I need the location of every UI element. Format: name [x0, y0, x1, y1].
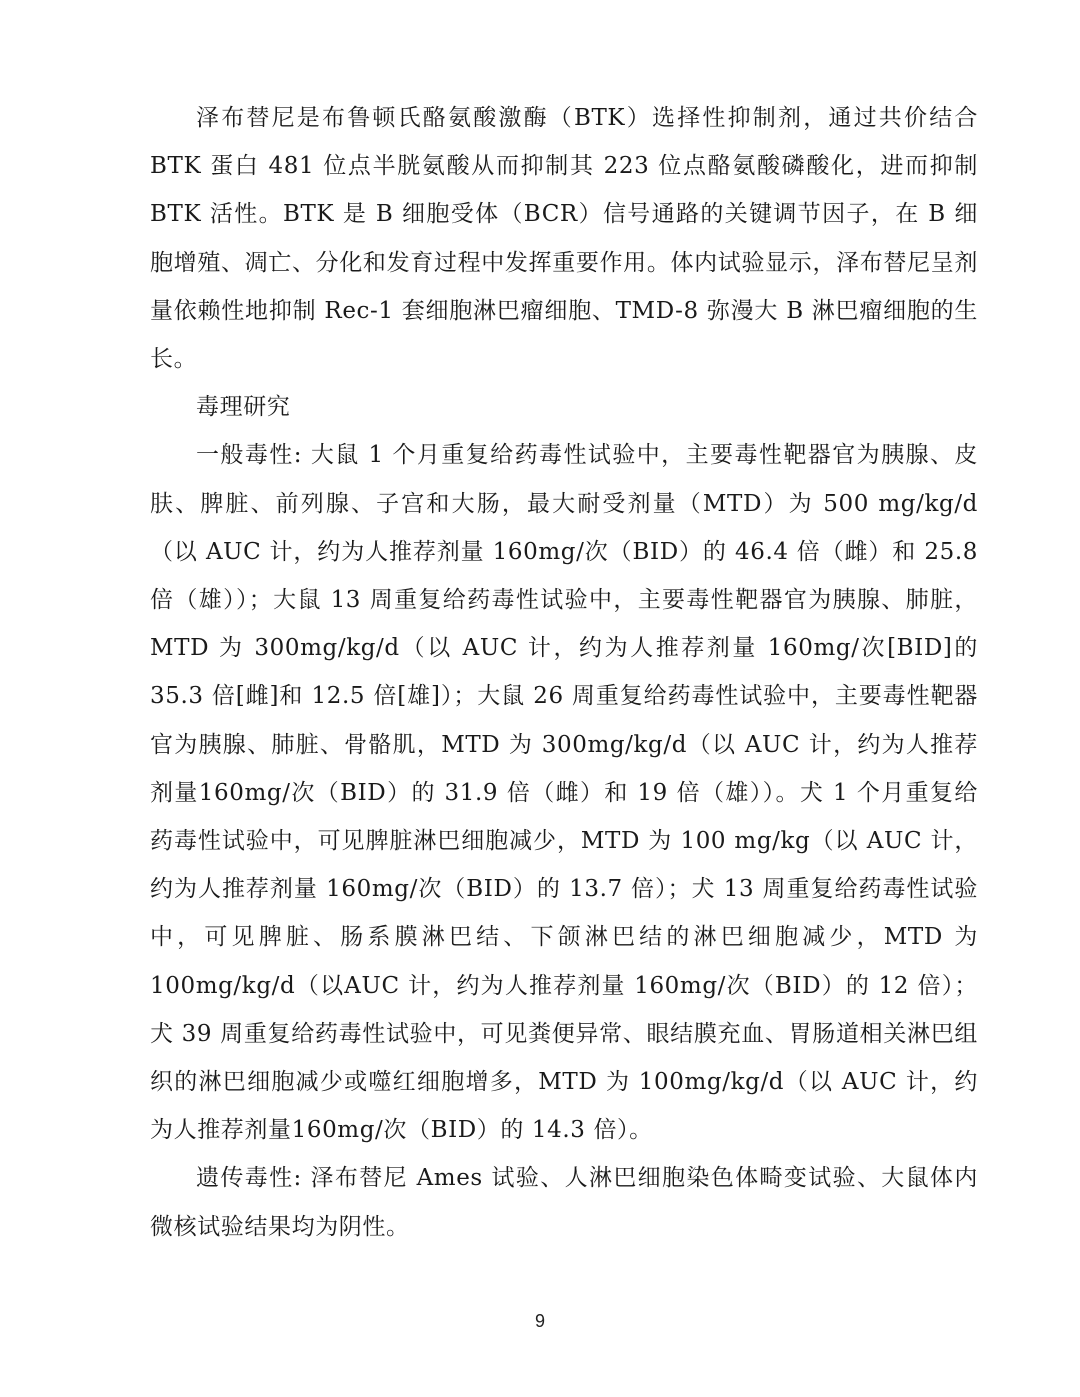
paragraph-genotoxicity: 遗传毒性: 泽布替尼 Ames 试验、人淋巴细胞染色体畸变试验、大鼠体内微核试验结果均为阴性。	[150, 1165, 978, 1240]
paragraph-mechanism: 泽布替尼是布鲁顿氏酪氨酸激酶（BTK）选择性抑制剂，通过共价结合BTK 蛋白 481 位点半胱氨酸从而抑制其 223 位点酪氨酸磷酸化，进而抑制BTK 活性。BTK 是 B 细胞受体（BCR）信号通路的关键调节因子，在 B 细胞增殖、凋亡、分化和发育过程中发挥重要作用。体内试验显示，泽布替尼呈剂量依赖性地抑制 Rec-1 套细胞淋巴瘤细胞、TMD-8 弥漫大 B 淋巴瘤细胞的生长。	[150, 105, 978, 373]
paragraph-general-toxicity: 一般毒性: 大鼠 1 个月重复给药毒性试验中，主要毒性靶器官为胰腺、皮肤、脾脏、前列腺、子宫和大肠，最大耐受剂量（MTD）为 500 mg/kg/d（以 AUC 计，约为人推荐剂量 160mg/次（BID）的 46.4 倍（雌）和 25.8 倍（雄））；大鼠 13 周重复给药毒性试验中，主要毒性靶器官为胰腺、肺脏，MTD 为 300mg/kg/d（以 AUC 计，约为人推荐剂量 160mg/次[BID]的 35.3 倍[雌]和 12.5 倍[雄]）；大鼠 26 周重复给药毒性试验中，主要毒性靶器官为胰腺、肺脏、骨骼肌，MTD 为 300mg/kg/d（以 AUC 计，约为人推荐剂量160mg/次（BID）的 31.9 倍（雌）和 19 倍（雄））。犬 1 个月重复给药毒性试验中，可见脾脏淋巴细胞减少，MTD 为 100 mg/kg（以 AUC 计，约为人推荐剂量 160mg/次（BID）的 13.7 倍）；犬 13 周重复给药毒性试验中，可见脾脏、肠系膜淋巴结、下颌淋巴结的淋巴细胞减少，MTD 为 100mg/kg/d（以AUC 计，约为人推荐剂量 160mg/次（BID）的 12 倍）；犬 39 周重复给药毒性试验中，可见粪便异常、眼结膜充血、胃肠道相关淋巴组织的淋巴细胞减少或噬红细胞增多，MTD 为 100mg/kg/d（以 AUC 计，约为人推荐剂量160mg/次（BID）的 14.3 倍）。	[150, 442, 978, 1144]
page-number: 9	[534, 1311, 545, 1331]
section-heading-toxicology: 毒理研究	[196, 394, 291, 421]
document-body	[150, 94, 978, 1251]
